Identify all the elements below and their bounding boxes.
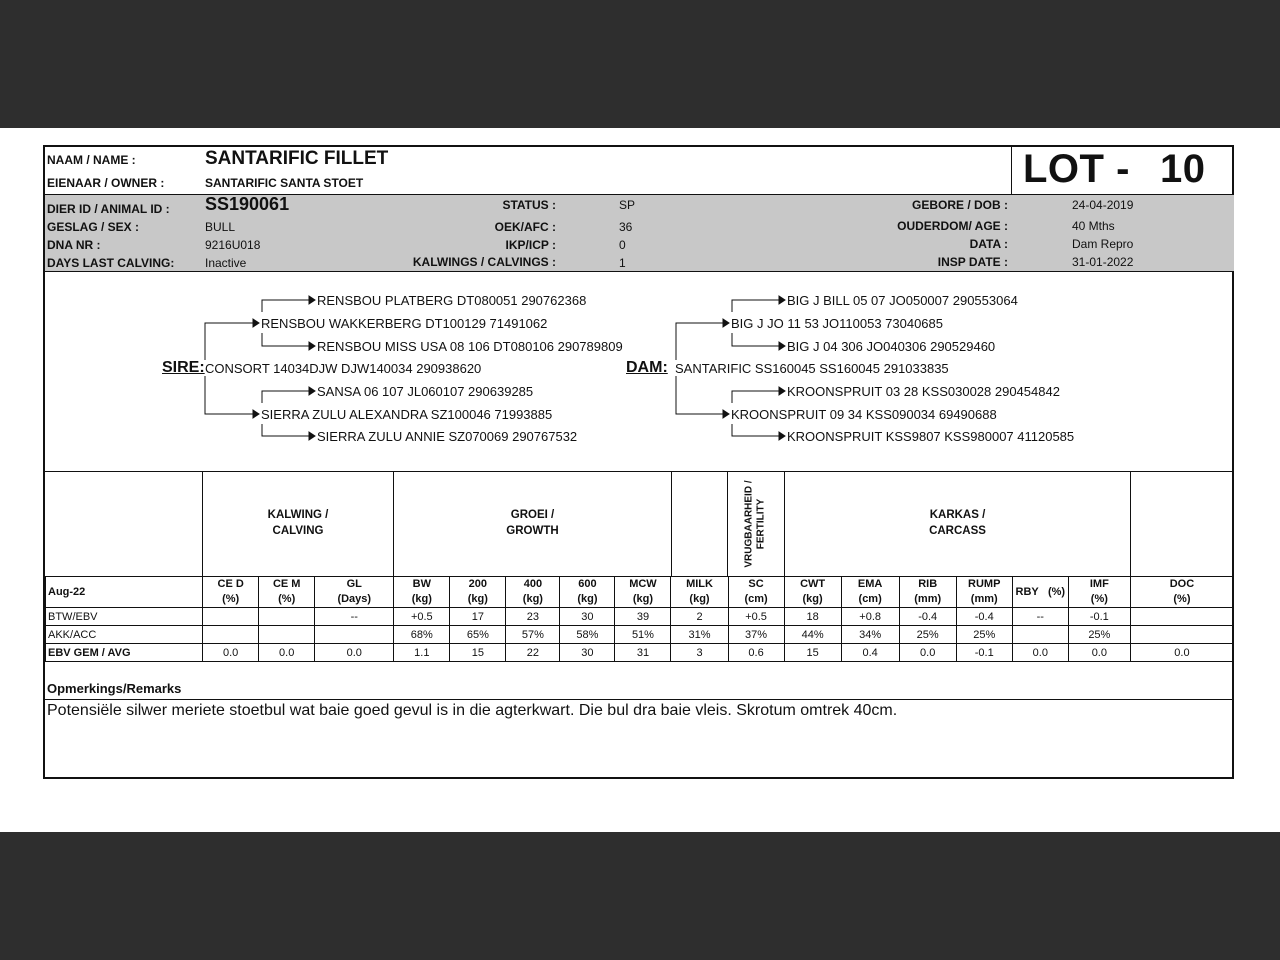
ebv-col-header bbox=[1068, 577, 1130, 608]
row-label: AKK/ACC bbox=[46, 626, 203, 644]
col-name: RIB bbox=[918, 578, 938, 590]
ebv-cell: 0.0 bbox=[315, 644, 394, 662]
table-row bbox=[46, 626, 1234, 644]
ebv-cell: 57% bbox=[506, 626, 560, 644]
ebv-cell: 31% bbox=[671, 626, 728, 644]
lot-number: 10 bbox=[1160, 147, 1206, 191]
col-unit: (%) bbox=[278, 593, 296, 605]
ebv-cell: -0.4 bbox=[956, 608, 1012, 626]
sire-dam-dam: SIERRA ZULU ANNIE SZ070069 290767532 bbox=[317, 429, 578, 444]
ebv-cell: 15 bbox=[450, 644, 506, 662]
ebv-cell: 44% bbox=[784, 626, 841, 644]
col-unit: (%) bbox=[1090, 593, 1108, 605]
ebv-col-header bbox=[394, 577, 450, 608]
carcass-group-line1: KARKAS / bbox=[929, 509, 986, 521]
icp-value: 0 bbox=[619, 238, 626, 252]
col-unit: (kg) bbox=[577, 593, 598, 605]
col-name: SC bbox=[748, 578, 764, 590]
ebv-col-header bbox=[784, 577, 841, 608]
ebv-cell: 15 bbox=[784, 644, 841, 662]
sire-name: CONSORT 14034DJW DJW140034 290938620 bbox=[205, 361, 482, 376]
col-unit: (kg) bbox=[689, 593, 710, 605]
col-name: CE M bbox=[272, 578, 301, 590]
ebv-cell: 2 bbox=[671, 608, 728, 626]
ebv-cell: 39 bbox=[615, 608, 671, 626]
ebv-cell: -- bbox=[315, 608, 394, 626]
col-unit: (%) bbox=[222, 593, 240, 605]
dam-name: SANTARIFIC SS160045 SS160045 291033835 bbox=[675, 361, 949, 376]
ebv-cell: 0.0 bbox=[203, 644, 259, 662]
icp-label: IKP/ICP : bbox=[505, 238, 556, 252]
dam-dam: KROONSPRUIT 09 34 KSS090034 69490688 bbox=[731, 407, 997, 422]
col-unit: (kg) bbox=[411, 593, 432, 605]
animal-name: SANTARIFIC FILLET bbox=[205, 148, 389, 169]
ebv-table bbox=[45, 576, 1234, 662]
insp-date-value: 31-01-2022 bbox=[1072, 255, 1134, 269]
owner-label: EIENAAR / OWNER : bbox=[47, 176, 165, 190]
col-name: 200 bbox=[468, 578, 488, 590]
col-name: DOC bbox=[1169, 578, 1195, 590]
col-name: 600 bbox=[578, 578, 597, 590]
ebv-col-header bbox=[841, 577, 899, 608]
ebv-cell: 37% bbox=[728, 626, 784, 644]
sire-dam: SIERRA ZULU ALEXANDRA SZ100046 71993885 bbox=[261, 407, 553, 422]
col-unit: (%) bbox=[1173, 593, 1191, 605]
calving-group-line1: KALWING / bbox=[267, 509, 329, 521]
calving-group-header bbox=[203, 507, 393, 539]
ebv-col-header bbox=[728, 577, 784, 608]
dob-value: 24-04-2019 bbox=[1072, 198, 1134, 212]
ebv-cell: 30 bbox=[560, 644, 615, 662]
row-label: EBV GEM / AVG bbox=[46, 644, 203, 662]
ebv-cell: 58% bbox=[560, 626, 615, 644]
ebv-cell: 34% bbox=[841, 626, 899, 644]
ebv-col-header bbox=[671, 577, 728, 608]
dna-value: 9216U018 bbox=[205, 238, 261, 252]
sire-label: SIRE: bbox=[162, 359, 205, 376]
ebv-cell: 17 bbox=[450, 608, 506, 626]
dam-sire: BIG J JO 11 53 JO110053 73040685 bbox=[731, 316, 943, 331]
col-unit: (kg) bbox=[802, 593, 823, 605]
age-value: 40 Mths bbox=[1072, 219, 1115, 233]
ebv-cell bbox=[1012, 626, 1068, 644]
col-unit: (mm) bbox=[914, 593, 942, 605]
ebv-col-header bbox=[615, 577, 671, 608]
ebv-cell: 25% bbox=[956, 626, 1012, 644]
days-calving-label: DAYS LAST CALVING: bbox=[47, 256, 175, 270]
col-unit: (kg) bbox=[467, 593, 488, 605]
ebv-col-header bbox=[956, 577, 1012, 608]
ebv-cell: 25% bbox=[899, 626, 956, 644]
ebv-period: Aug-22 bbox=[46, 577, 203, 608]
col-unit: (cm) bbox=[744, 593, 768, 605]
col-name: CWT bbox=[800, 578, 826, 590]
dam-label: DAM: bbox=[626, 359, 668, 376]
col-name: IMF bbox=[1089, 578, 1109, 590]
data-value: Dam Repro bbox=[1072, 237, 1134, 251]
calvings-label: KALWINGS / CALVINGS : bbox=[412, 255, 556, 269]
col-name: RBY bbox=[1015, 585, 1039, 598]
col-name: CE D bbox=[217, 578, 244, 590]
row-label: BTW/EBV bbox=[46, 608, 203, 626]
sex-value: BULL bbox=[205, 220, 236, 234]
ebv-cell bbox=[203, 626, 259, 644]
ebv-cell: 0.0 bbox=[1130, 644, 1233, 662]
ebv-cell bbox=[1130, 626, 1233, 644]
fertility-group-line1: VRUGBAARHEID / bbox=[744, 479, 756, 568]
ebv-cell: 22 bbox=[506, 644, 560, 662]
dam-dam-sire: KROONSPRUIT 03 28 KSS030028 290454842 bbox=[787, 384, 1060, 399]
fertility-group-header bbox=[728, 471, 784, 576]
ebv-cell: 23 bbox=[506, 608, 560, 626]
age-label: OUDERDOM/ AGE : bbox=[897, 219, 1008, 233]
lot-label: LOT - bbox=[1023, 147, 1130, 191]
ebv-cell: +0.5 bbox=[728, 608, 784, 626]
ebv-cell: 31 bbox=[615, 644, 671, 662]
growth-group-line1: GROEI / bbox=[510, 509, 555, 521]
remarks-label: Opmerkings/Remarks bbox=[47, 681, 182, 696]
ebv-col-header bbox=[203, 577, 259, 608]
owner-name: SANTARIFIC SANTA STOET bbox=[205, 176, 364, 190]
col-unit: (%) bbox=[1047, 585, 1066, 598]
carcass-group-line2: CARCASS bbox=[929, 525, 986, 537]
carcass-group-header bbox=[785, 507, 1130, 539]
remarks-text: Potensiële silwer meriete stoetbul wat baie goed gevul is in die agterkwart. Die bul dra baie vleis. Skrotum omtrek 40cm. bbox=[47, 702, 898, 719]
col-name: MILK bbox=[686, 578, 713, 590]
col-unit: (Days) bbox=[337, 593, 372, 605]
ebv-cell: 30 bbox=[560, 608, 615, 626]
afc-label: OEK/AFC : bbox=[494, 220, 556, 234]
ebv-col-header bbox=[506, 577, 560, 608]
sire-sire: RENSBOU WAKKERBERG DT100129 71491062 bbox=[261, 316, 548, 331]
ebv-cell: 68% bbox=[394, 626, 450, 644]
data-label: DATA : bbox=[969, 237, 1008, 251]
ebv-cell: 0.4 bbox=[841, 644, 899, 662]
ebv-cell: 1.1 bbox=[394, 644, 450, 662]
pedigree-divider bbox=[45, 471, 1234, 472]
dam-dam-dam: KROONSPRUIT KSS9807 KSS980007 41120585 bbox=[787, 429, 1075, 444]
fertility-group-line2: FERTILITY bbox=[756, 498, 768, 549]
col-unit: (kg) bbox=[632, 593, 654, 605]
remarks-divider bbox=[45, 699, 1234, 700]
afc-value: 36 bbox=[619, 220, 633, 234]
name-label: NAAM / NAME : bbox=[47, 153, 136, 167]
sire-sire-dam: RENSBOU MISS USA 08 106 DT080106 290789809 bbox=[317, 339, 623, 354]
col-name: RUMP bbox=[968, 578, 1001, 590]
ebv-cell: -0.1 bbox=[1068, 608, 1130, 626]
ebv-cell: 0.0 bbox=[899, 644, 956, 662]
ebv-cell: -- bbox=[1012, 608, 1068, 626]
days-calving-value: Inactive bbox=[205, 256, 247, 270]
growth-group-header bbox=[394, 507, 671, 539]
animal-id-label: DIER ID / ANIMAL ID : bbox=[47, 202, 170, 216]
ebv-cell bbox=[203, 608, 259, 626]
ebv-cell: 0.0 bbox=[1068, 644, 1130, 662]
ebv-cell: +0.5 bbox=[394, 608, 450, 626]
col-name: 400 bbox=[523, 578, 543, 590]
ebv-cell: +0.8 bbox=[841, 608, 899, 626]
table-row bbox=[46, 608, 1234, 626]
ebv-cell: 18 bbox=[784, 608, 841, 626]
ebv-cell: 0.0 bbox=[259, 644, 315, 662]
col-unit: (kg) bbox=[522, 593, 543, 605]
growth-group-line2: GROWTH bbox=[506, 525, 559, 537]
col-name: MCW bbox=[629, 578, 657, 590]
animal-card bbox=[43, 145, 1234, 779]
sire-sire-sire: RENSBOU PLATBERG DT080051 290762368 bbox=[317, 293, 587, 308]
ebv-col-header bbox=[259, 577, 315, 608]
calving-group-line2: CALVING bbox=[272, 525, 324, 537]
col-unit: (mm) bbox=[970, 593, 998, 605]
col-name: EMA bbox=[857, 578, 883, 590]
group-divider bbox=[1130, 471, 1131, 576]
ebv-col-header bbox=[315, 577, 394, 608]
ebv-cell: -0.4 bbox=[899, 608, 956, 626]
status-label: STATUS : bbox=[502, 198, 556, 212]
ebv-col-header bbox=[1130, 577, 1233, 608]
ebv-cell: 65% bbox=[450, 626, 506, 644]
ebv-col-header bbox=[1012, 577, 1068, 608]
ebv-cell: 0.0 bbox=[1012, 644, 1068, 662]
animal-id: SS190061 bbox=[205, 194, 290, 214]
ebv-cell bbox=[315, 626, 394, 644]
ebv-header-row bbox=[46, 577, 1234, 608]
sex-label: GESLAG / SEX : bbox=[47, 220, 140, 234]
dam-sire-dam: BIG J 04 306 JO040306 290529460 bbox=[787, 339, 996, 354]
ebv-cell bbox=[259, 608, 315, 626]
col-unit: (cm) bbox=[858, 593, 882, 605]
dob-label: GEBORE / DOB : bbox=[911, 198, 1008, 212]
calvings-value: 1 bbox=[619, 256, 626, 270]
sire-dam-sire: SANSA 06 107 JL060107 290639285 bbox=[317, 384, 534, 399]
table-row bbox=[46, 644, 1234, 662]
group-divider bbox=[671, 471, 672, 576]
status-value: SP bbox=[619, 198, 636, 212]
ebv-cell: 51% bbox=[615, 626, 671, 644]
ebv-col-header bbox=[899, 577, 956, 608]
ebv-col-header bbox=[450, 577, 506, 608]
dna-label: DNA NR : bbox=[47, 238, 101, 252]
ebv-cell: 0.6 bbox=[728, 644, 784, 662]
col-name: GL bbox=[346, 578, 362, 590]
ebv-cell bbox=[259, 626, 315, 644]
dam-sire-sire: BIG J BILL 05 07 JO050007 290553064 bbox=[787, 293, 1018, 308]
ebv-cell: -0.1 bbox=[956, 644, 1012, 662]
ebv-cell: 25% bbox=[1068, 626, 1130, 644]
ebv-cell: 3 bbox=[671, 644, 728, 662]
ebv-cell bbox=[1130, 608, 1233, 626]
col-name: BW bbox=[412, 578, 431, 590]
insp-date-label: INSP DATE : bbox=[937, 255, 1008, 269]
ebv-col-header bbox=[560, 577, 615, 608]
